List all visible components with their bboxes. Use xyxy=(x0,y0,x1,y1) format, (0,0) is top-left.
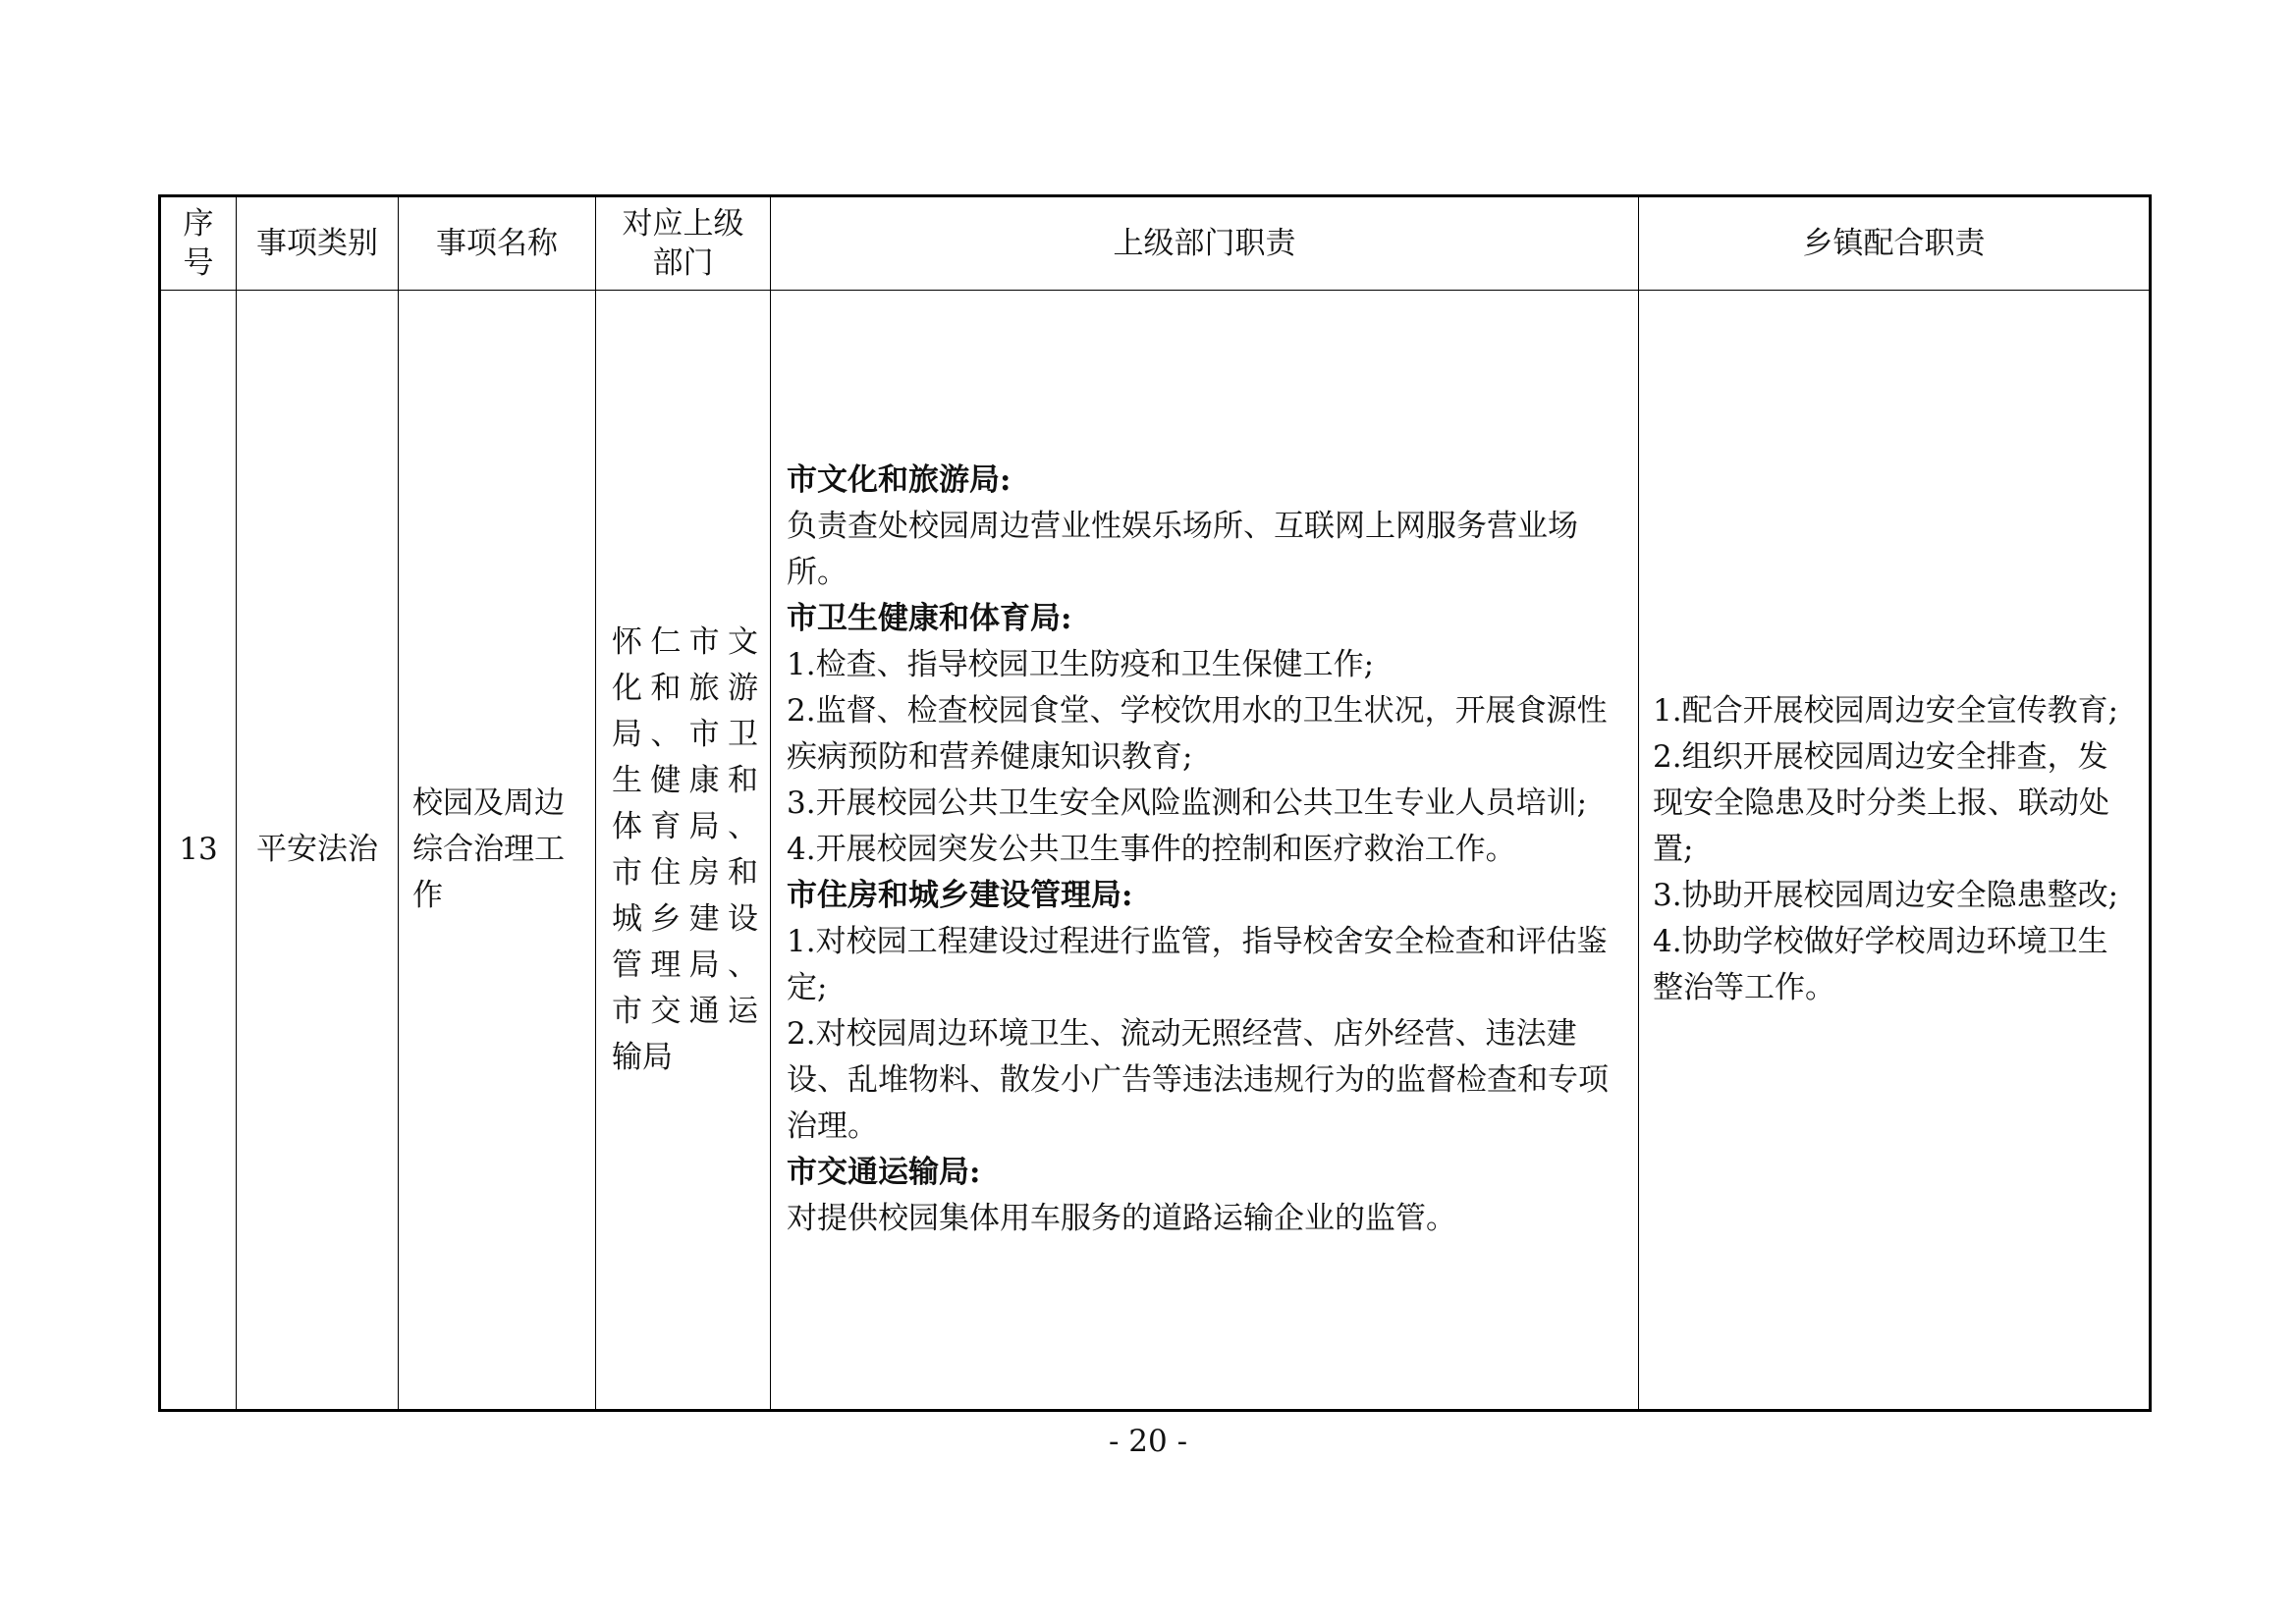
dept-line: 生健康和 xyxy=(612,762,758,798)
duty-item: 2.监督、检查校园食堂、学校饮用水的卫生状况，开展食源性疾病预防和营养健康知识教育; xyxy=(787,693,1608,775)
cell-no: 13 xyxy=(160,291,237,1411)
dept-line: 输局 xyxy=(612,1039,673,1075)
cell-upper-duty xyxy=(771,291,1639,1411)
duty-block-health xyxy=(787,596,1624,873)
dept-line: 城乡建设 xyxy=(612,900,758,937)
duty-block-culture xyxy=(787,458,1624,596)
page-number: - 20 - xyxy=(1108,1424,1188,1459)
town-duty-item: 3.协助开展校园周边安全隐患整改; xyxy=(1653,878,2119,913)
duty-dept-heading: 市卫生健康和体育局: xyxy=(787,601,1072,636)
duty-item: 4.开展校园突发公共卫生事件的控制和医疗救治工作。 xyxy=(787,832,1516,867)
cell-dept xyxy=(596,291,771,1411)
dept-line: 管理局、 xyxy=(612,947,758,983)
dept-line: 市交通运 xyxy=(612,993,758,1029)
duty-table xyxy=(158,194,2152,1412)
header-upper-duty: 上级部门职责 xyxy=(771,196,1639,291)
duty-item: 负责查处校园周边营业性娱乐场所、互联网上网服务营业场所。 xyxy=(787,509,1578,590)
duty-block-housing xyxy=(787,873,1624,1150)
duty-item: 1.对校园工程建设过程进行监管，指导校舍安全检查和评估鉴定; xyxy=(787,924,1608,1005)
header-no: 序号 xyxy=(160,196,237,291)
town-duty-item: 2.组织开展校园周边安全排查，发现安全隐患及时分类上报、联动处置; xyxy=(1653,739,2109,867)
town-duty-item: 4.协助学校做好学校周边环境卫生整治等工作。 xyxy=(1653,924,2108,1005)
duty-item: 1.检查、指导校园卫生防疫和卫生保健工作; xyxy=(787,647,1375,682)
duty-item: 2.对校园周边环境卫生、流动无照经营、店外经营、违法建设、乱堆物料、散发小广告等违法违规行为的监督检查和专项治理。 xyxy=(787,1016,1609,1144)
duty-dept-heading: 市交通运输局: xyxy=(787,1155,981,1190)
duty-dept-heading: 市住房和城乡建设管理局: xyxy=(787,878,1133,913)
cell-town-duty xyxy=(1639,291,2151,1411)
cell-name: 校园及周边综合治理工作 xyxy=(399,291,596,1411)
town-duty-item: 1.配合开展校园周边安全宣传教育; xyxy=(1653,693,2119,729)
cell-category: 平安法治 xyxy=(237,291,399,1411)
table-row xyxy=(160,291,2151,1411)
dept-line: 体育局、 xyxy=(612,808,758,844)
header-town-duty: 乡镇配合职责 xyxy=(1639,196,2151,291)
dept-line: 市住房和 xyxy=(612,854,758,891)
duty-block-transport xyxy=(787,1150,1624,1242)
header-category: 事项类别 xyxy=(237,196,399,291)
duty-dept-heading: 市文化和旅游局: xyxy=(787,462,1011,498)
header-row xyxy=(160,196,2151,291)
dept-line: 局、市卫 xyxy=(612,716,758,752)
header-name: 事项名称 xyxy=(399,196,596,291)
duty-item: 3.开展校园公共卫生安全风险监测和公共卫生专业人员培训; xyxy=(787,785,1588,821)
header-dept: 对应上级部门 xyxy=(596,196,771,291)
duty-item: 对提供校园集体用车服务的道路运输企业的监管。 xyxy=(787,1201,1456,1236)
dept-line: 化和旅游 xyxy=(612,670,758,706)
dept-line: 怀仁市文 xyxy=(612,623,758,660)
